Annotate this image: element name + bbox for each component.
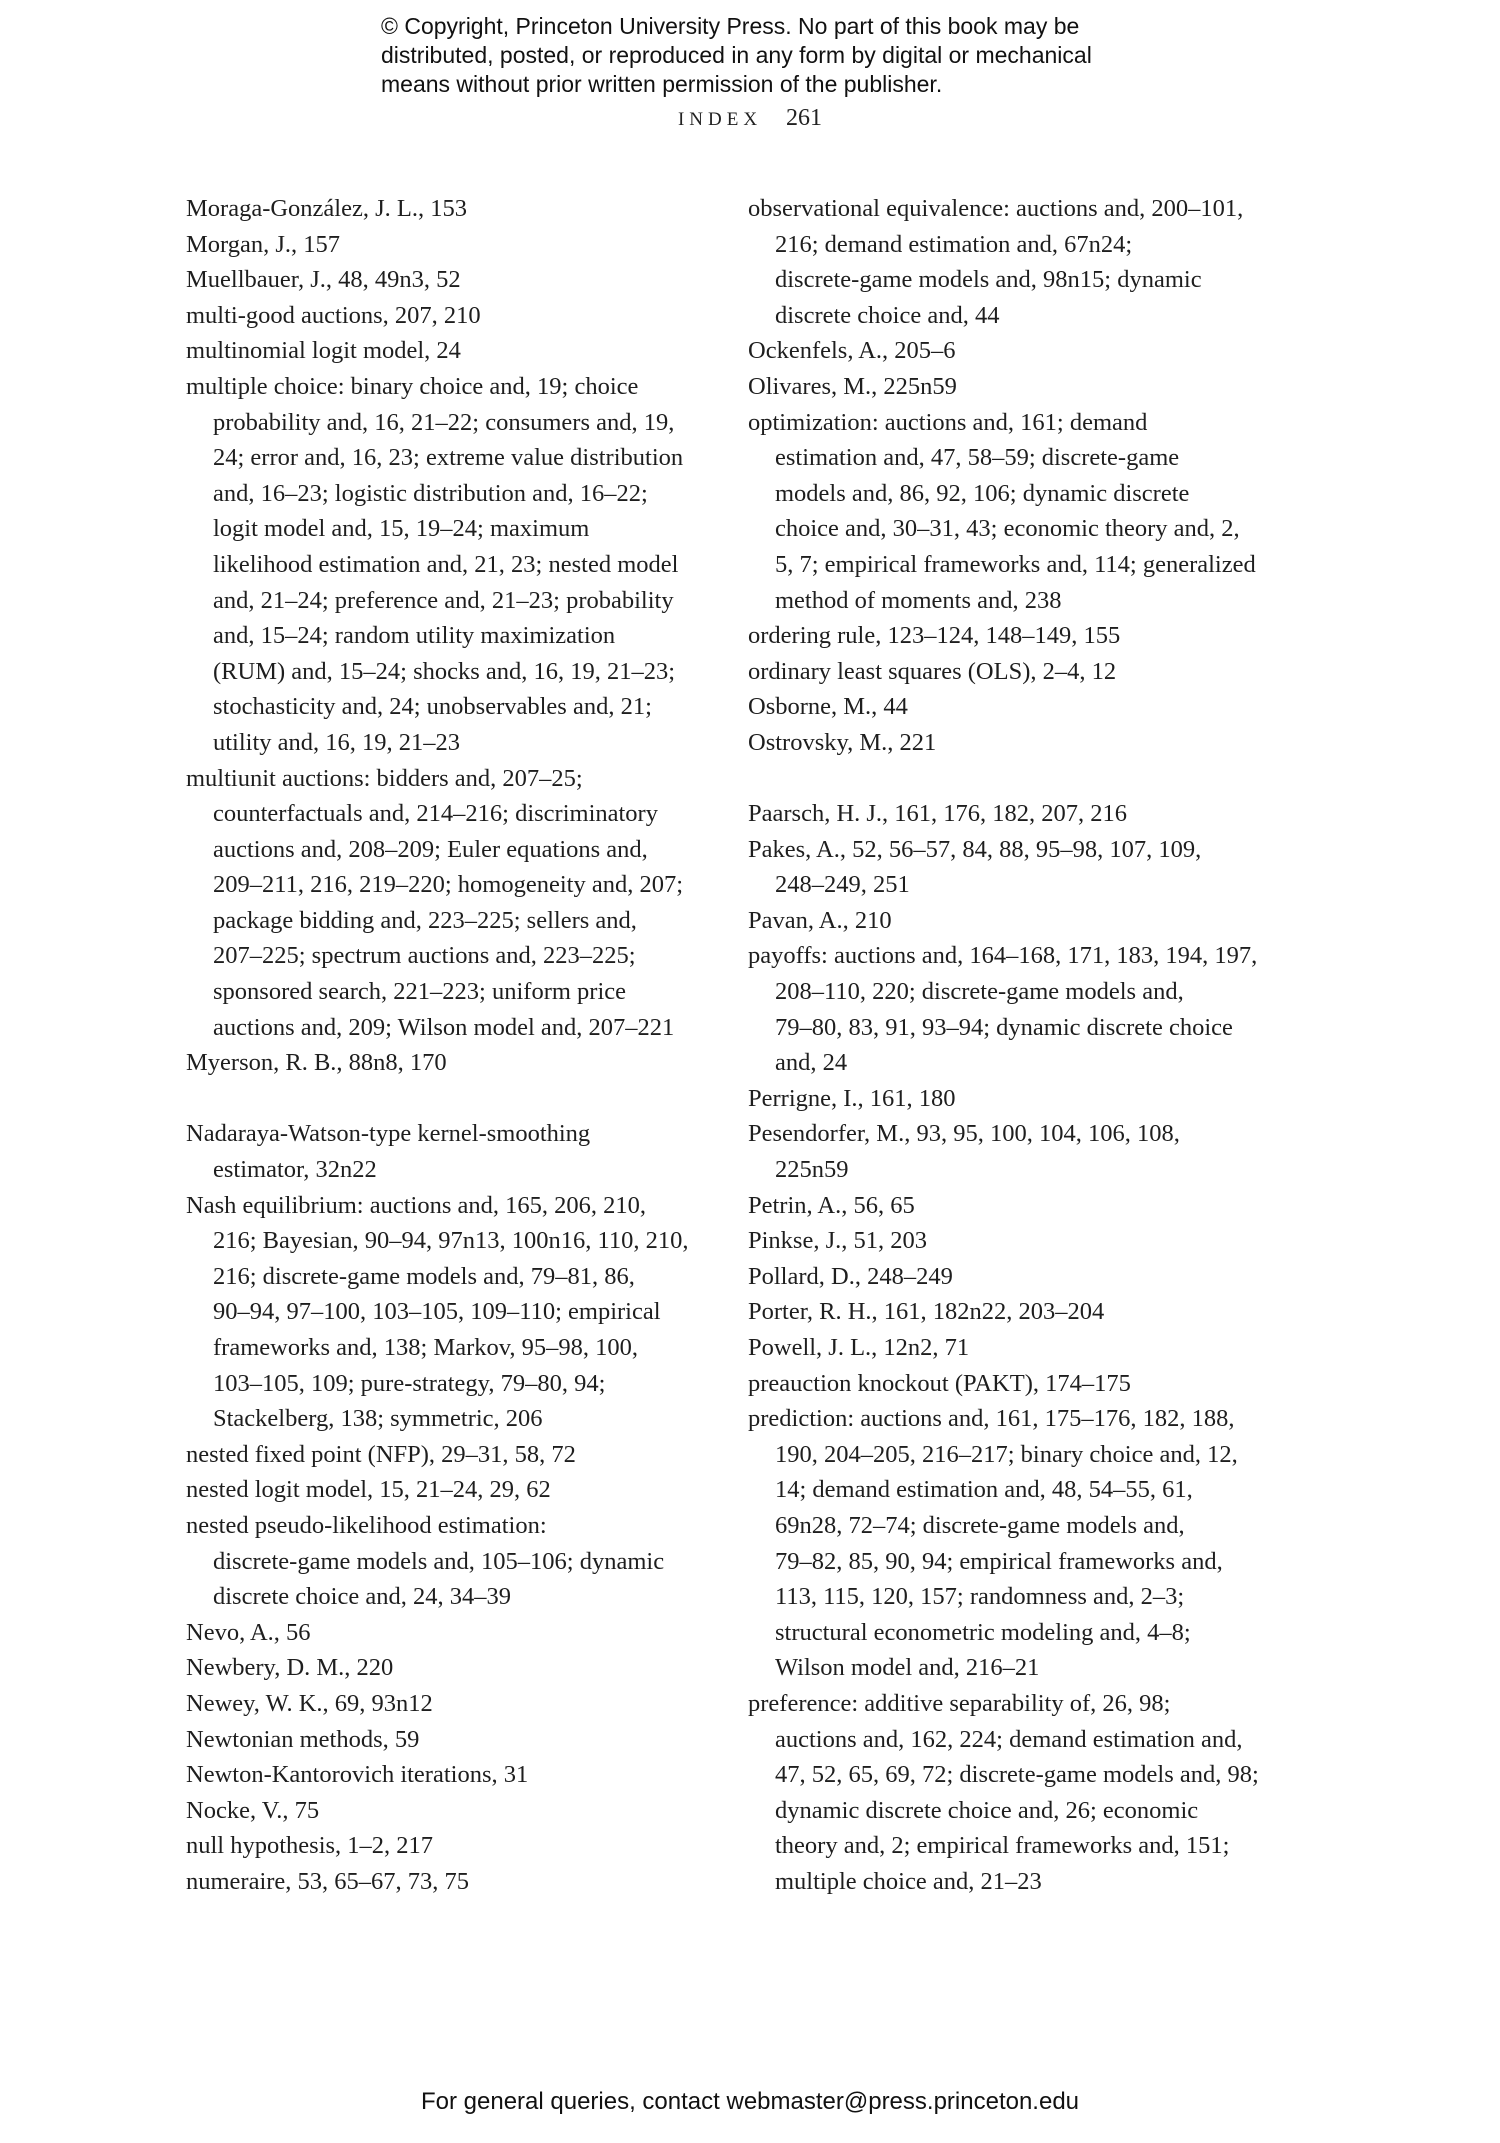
index-entry: Ostrovsky, M., 221 bbox=[748, 728, 937, 756]
index-entry-continuation: auctions and, 208–209; Euler equations and, bbox=[213, 835, 648, 863]
index-entry-continuation: 208–110, 220; discrete-game models and, bbox=[775, 978, 1184, 1006]
index-entry-continuation: 209–211, 216, 219–220; homogeneity and, 207; bbox=[213, 871, 683, 899]
index-entry: Pavan, A., 210 bbox=[748, 906, 892, 934]
index-entry-continuation: 5, 7; empirical frameworks and, 114; generalized bbox=[775, 550, 1256, 578]
index-entry: Newbery, D. M., 220 bbox=[186, 1654, 394, 1682]
index-entry: numeraire, 53, 65–67, 73, 75 bbox=[186, 1867, 470, 1895]
index-entry: nested pseudo-likelihood estimation: bbox=[186, 1511, 547, 1539]
index-entry-continuation: 216; discrete-game models and, 79–81, 86, bbox=[213, 1262, 635, 1290]
index-entry-continuation: models and, 86, 92, 106; dynamic discrete bbox=[775, 479, 1190, 507]
section-label: INDEX bbox=[677, 109, 763, 130]
index-entry-continuation: method of moments and, 238 bbox=[775, 586, 1062, 614]
index-entry-continuation: Wilson model and, 216–21 bbox=[775, 1654, 1040, 1682]
index-column-left bbox=[186, 191, 706, 1900]
copyright-line: distributed, posted, or reproduced in any form by digital or mechanical bbox=[381, 42, 1092, 68]
index-entry: Pollard, D., 248–249 bbox=[748, 1262, 953, 1290]
index-entry-continuation: and, 21–24; preference and, 21–23; probability bbox=[213, 586, 674, 614]
index-entry-continuation: discrete choice and, 44 bbox=[775, 301, 1000, 329]
index-entry: Petrin, A., 56, 65 bbox=[748, 1191, 915, 1219]
index-entry: Moraga-González, J. L., 153 bbox=[186, 195, 467, 222]
index-entry-continuation: Stackelberg, 138; symmetric, 206 bbox=[213, 1405, 543, 1433]
index-entry-continuation: 24; error and, 16, 23; extreme value distribution bbox=[213, 444, 684, 472]
index-entry: multiple choice: binary choice and, 19; choice bbox=[186, 372, 639, 400]
index-entry-continuation: 90–94, 97–100, 103–105, 109–110; empirical bbox=[213, 1298, 661, 1326]
index-entry: Pesendorfer, M., 93, 95, 100, 104, 106, 108, bbox=[748, 1120, 1180, 1148]
index-entry: Myerson, R. B., 88n8, 170 bbox=[186, 1049, 447, 1077]
index-entry: ordinary least squares (OLS), 2–4, 12 bbox=[748, 657, 1117, 685]
index-entry-continuation: 216; Bayesian, 90–94, 97n13, 100n16, 110, 210, bbox=[213, 1227, 689, 1255]
footer-contact: For general queries, contact webmaster@press.princeton.edu bbox=[420, 2088, 1080, 2115]
index-entry-continuation: 113, 115, 120, 157; randomness and, 2–3; bbox=[775, 1583, 1185, 1611]
index-entry: nested fixed point (NFP), 29–31, 58, 72 bbox=[186, 1440, 576, 1468]
index-entry-continuation: logit model and, 15, 19–24; maximum bbox=[213, 515, 590, 543]
index-entry-continuation: utility and, 16, 19, 21–23 bbox=[213, 728, 461, 756]
copyright-notice bbox=[381, 12, 1201, 99]
index-entry: Paarsch, H. J., 161, 176, 182, 207, 216 bbox=[748, 800, 1128, 828]
copyright-line: © Copyright, Princeton University Press. No part of this book may be bbox=[381, 13, 1080, 39]
running-head bbox=[0, 103, 1500, 135]
index-entry-continuation: 216; demand estimation and, 67n24; bbox=[775, 230, 1133, 258]
index-entry-continuation: estimation and, 47, 58–59; discrete-game bbox=[775, 444, 1180, 472]
index-entry: multiunit auctions: bidders and, 207–25; bbox=[186, 764, 583, 792]
index-entry-continuation: counterfactuals and, 214–216; discriminatory bbox=[213, 800, 658, 828]
index-entry-continuation: 103–105, 109; pure-strategy, 79–80, 94; bbox=[213, 1369, 606, 1397]
index-entry-continuation: stochasticity and, 24; unobservables and, 21; bbox=[213, 693, 652, 721]
index-entry-continuation: and, 24 bbox=[775, 1049, 848, 1077]
index-entry-continuation: 47, 52, 65, 69, 72; discrete-game models and, 98; bbox=[775, 1761, 1259, 1789]
index-entry: Nocke, V., 75 bbox=[186, 1796, 320, 1824]
index-entry-continuation: discrete-game models and, 105–106; dynamic bbox=[213, 1547, 665, 1575]
index-entry-continuation: structural econometric modeling and, 4–8; bbox=[775, 1618, 1191, 1646]
index-entry: Porter, R. H., 161, 182n22, 203–204 bbox=[748, 1298, 1105, 1326]
index-entry-continuation: likelihood estimation and, 21, 23; nested model bbox=[213, 550, 679, 578]
index-entry: Perrigne, I., 161, 180 bbox=[748, 1084, 956, 1112]
index-entry-continuation: theory and, 2; empirical frameworks and, 151; bbox=[775, 1832, 1230, 1860]
index-entry-continuation: and, 16–23; logistic distribution and, 16–22; bbox=[213, 479, 648, 507]
index-entry: Pakes, A., 52, 56–57, 84, 88, 95–98, 107, 109, bbox=[748, 835, 1202, 863]
index-entry-continuation: sponsored search, 221–223; uniform price bbox=[213, 978, 626, 1006]
index-entry-continuation: 207–225; spectrum auctions and, 223–225; bbox=[213, 942, 636, 970]
section-gap bbox=[748, 761, 1278, 797]
index-entry: Newton-Kantorovich iterations, 31 bbox=[186, 1761, 529, 1789]
index-entry-continuation: auctions and, 209; Wilson model and, 207–221 bbox=[213, 1013, 675, 1041]
index-entry: null hypothesis, 1–2, 217 bbox=[186, 1832, 434, 1860]
index-entry-continuation: frameworks and, 138; Markov, 95–98, 100, bbox=[213, 1334, 639, 1361]
index-entry: observational equivalence: auctions and, 200–101, bbox=[748, 195, 1244, 222]
index-entry: Muellbauer, J., 48, 49n3, 52 bbox=[186, 266, 461, 294]
index-entry: ordering rule, 123–124, 148–149, 155 bbox=[748, 622, 1121, 650]
index-entry: prediction: auctions and, 161, 175–176, 182, 188, bbox=[748, 1405, 1235, 1433]
copyright-line: means without prior written permission of the publisher. bbox=[381, 71, 943, 97]
page-number: 261 bbox=[786, 105, 823, 131]
index-entry: Ockenfels, A., 205–6 bbox=[748, 337, 956, 365]
index-entry-continuation: 79–82, 85, 90, 94; empirical frameworks and, bbox=[775, 1547, 1223, 1575]
section-gap bbox=[186, 1081, 706, 1117]
index-entry: Olivares, M., 225n59 bbox=[748, 372, 957, 400]
index-entry: nested logit model, 15, 21–24, 29, 62 bbox=[186, 1476, 551, 1504]
index-entry: payoffs: auctions and, 164–168, 171, 183, 194, 197, bbox=[748, 942, 1258, 970]
index-entry-continuation: and, 15–24; random utility maximization bbox=[213, 622, 616, 650]
index-entry-continuation: choice and, 30–31, 43; economic theory and, 2, bbox=[775, 515, 1240, 543]
index-entry-continuation: 248–249, 251 bbox=[775, 871, 910, 899]
index-entry: Powell, J. L., 12n2, 71 bbox=[748, 1334, 970, 1361]
index-entry: Morgan, J., 157 bbox=[186, 230, 341, 258]
index-entry-continuation: auctions and, 162, 224; demand estimation and, bbox=[775, 1725, 1243, 1753]
index-entry-continuation: 190, 204–205, 216–217; binary choice and, 12, bbox=[775, 1440, 1238, 1468]
index-entry: Osborne, M., 44 bbox=[748, 693, 908, 721]
index-entry-continuation: multiple choice and, 21–23 bbox=[775, 1867, 1042, 1895]
index-entry-continuation: discrete-game models and, 98n15; dynamic bbox=[775, 266, 1202, 294]
index-entry-continuation: dynamic discrete choice and, 26; economic bbox=[775, 1796, 1199, 1824]
index-entry: multinomial logit model, 24 bbox=[186, 337, 461, 365]
index-entry: Newtonian methods, 59 bbox=[186, 1725, 420, 1753]
index-entry: Newey, W. K., 69, 93n12 bbox=[186, 1689, 433, 1717]
index-entry: Nevo, A., 56 bbox=[186, 1618, 311, 1646]
index-entry-continuation: 225n59 bbox=[775, 1156, 849, 1184]
index-entry: Pinkse, J., 51, 203 bbox=[748, 1227, 928, 1255]
index-entry-continuation: package bidding and, 223–225; sellers and, bbox=[213, 906, 637, 934]
index-entry-continuation: estimator, 32n22 bbox=[213, 1156, 377, 1184]
index-entry: preference: additive separability of, 26, 98; bbox=[748, 1689, 1171, 1717]
index-entry-continuation: 79–80, 83, 91, 93–94; dynamic discrete choice bbox=[775, 1013, 1233, 1041]
index-entry-continuation: 14; demand estimation and, 48, 54–55, 61, bbox=[775, 1476, 1193, 1504]
index-column-right bbox=[748, 191, 1278, 1900]
index-entry-continuation: 69n28, 72–74; discrete-game models and, bbox=[775, 1511, 1185, 1539]
index-entry-continuation: discrete choice and, 24, 34–39 bbox=[213, 1583, 511, 1611]
index-entry: Nash equilibrium: auctions and, 165, 206, 210, bbox=[186, 1191, 646, 1219]
index-entry: multi-good auctions, 207, 210 bbox=[186, 301, 481, 329]
index-entry: Nadaraya-Watson-type kernel-smoothing bbox=[186, 1120, 591, 1148]
index-entry-continuation: probability and, 16, 21–22; consumers and, 19, bbox=[213, 408, 675, 436]
index-entry-continuation: (RUM) and, 15–24; shocks and, 16, 19, 21–23; bbox=[213, 657, 676, 685]
index-entry: optimization: auctions and, 161; demand bbox=[748, 408, 1148, 436]
index-entry: preauction knockout (PAKT), 174–175 bbox=[748, 1369, 1131, 1397]
